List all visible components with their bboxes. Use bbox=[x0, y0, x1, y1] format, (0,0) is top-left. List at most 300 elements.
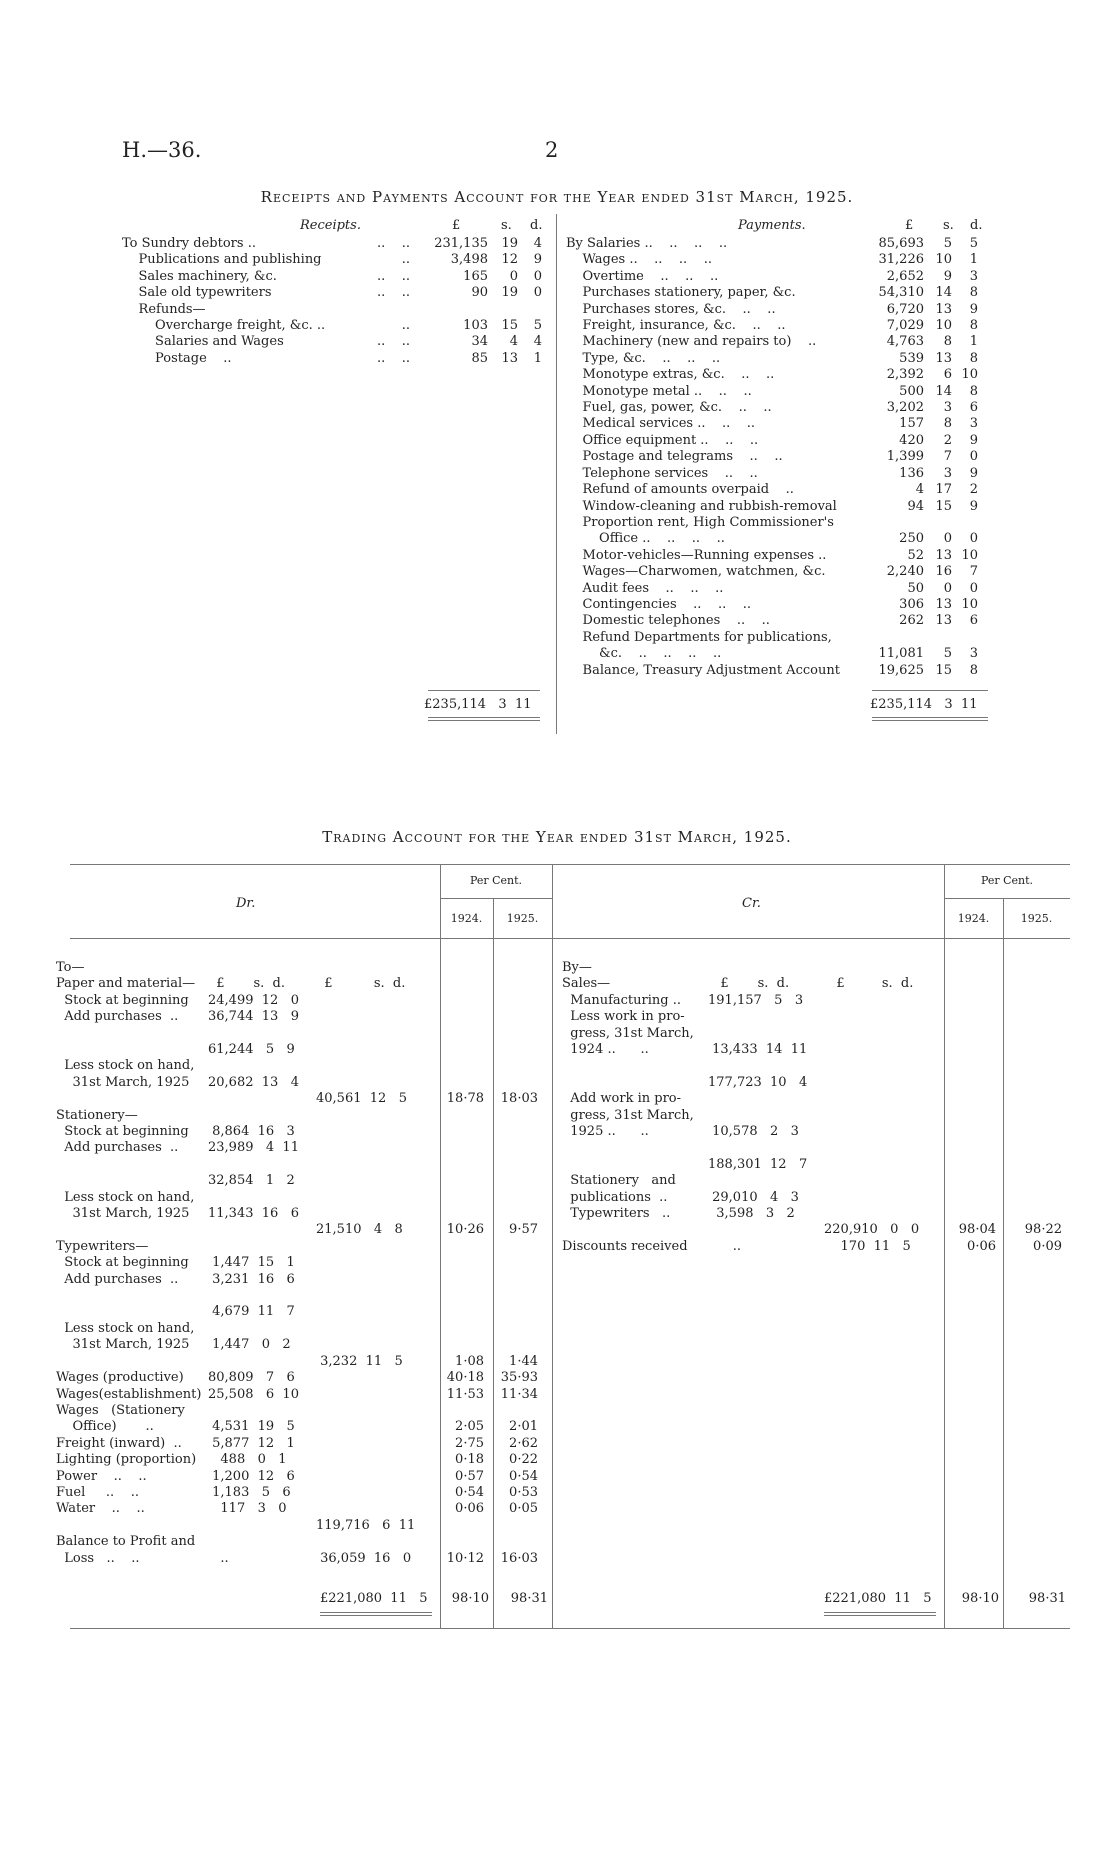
ta-cr-amount bbox=[708, 1091, 824, 1107]
ta-cr-total bbox=[824, 1108, 940, 1124]
ta-dr-total bbox=[316, 1370, 434, 1386]
ta-dr-label: Typewriters— bbox=[56, 1238, 149, 1254]
payment-pence: 9 bbox=[969, 301, 978, 317]
ta-dr-row bbox=[56, 1551, 538, 1567]
ta-dr-row bbox=[56, 1075, 538, 1091]
ta-dr-pct-1924 bbox=[434, 1026, 484, 1042]
ta-dr-total bbox=[316, 1124, 434, 1140]
ta-cr-row bbox=[562, 993, 1062, 1009]
ta-dr-row bbox=[56, 1026, 538, 1042]
ta-dr-total bbox=[316, 1026, 434, 1042]
payment-pence: 8 bbox=[969, 318, 978, 334]
payment-label: Wages .. .. .. .. bbox=[566, 252, 712, 268]
payment-label: Purchases stationery, paper, &c. bbox=[566, 285, 796, 301]
payments-col-shillings: s. bbox=[943, 218, 954, 233]
payment-row bbox=[566, 269, 978, 285]
ta-cr-year-1925: 1925. bbox=[1020, 912, 1053, 925]
ta-cr-pct-1924 bbox=[940, 1108, 996, 1124]
payment-label: Contingencies .. .. .. bbox=[566, 596, 752, 612]
payments-col-pence: d. bbox=[970, 218, 983, 233]
ta-dr-amount: 36,744 13 9 bbox=[208, 1009, 299, 1025]
receipt-row bbox=[122, 269, 542, 285]
receipt-label: Refunds— bbox=[122, 301, 206, 317]
ta-cr-pct-1925 bbox=[996, 1157, 1062, 1173]
payment-row bbox=[566, 597, 978, 613]
ta-dr-amount: 3,231 16 6 bbox=[208, 1271, 295, 1287]
payment-pence: 9 bbox=[969, 498, 978, 514]
ta-cr-pct-1925 bbox=[996, 1075, 1062, 1091]
ta-dr-label bbox=[56, 1173, 208, 1189]
ta-dr-label bbox=[56, 1091, 208, 1107]
ta-dr-pct-1925 bbox=[484, 1288, 538, 1304]
ta-dr-row bbox=[56, 1124, 538, 1140]
ta-cr-pct-1925 bbox=[996, 1140, 1062, 1156]
ta-dr-amount bbox=[208, 960, 316, 976]
payment-pence: 8 bbox=[969, 662, 978, 678]
ta-dr-amount bbox=[208, 1403, 316, 1419]
payment-shillings: 5 bbox=[943, 646, 952, 662]
ta-cr-pct-1924 bbox=[940, 1009, 996, 1025]
ta-dr-row bbox=[56, 1091, 538, 1107]
ta-dr-pct-1924 bbox=[434, 960, 484, 976]
ta-dr-label: 31st March, 1925 bbox=[56, 1206, 190, 1222]
receipt-leader bbox=[342, 302, 410, 318]
ta-dr-pct-1925 bbox=[484, 1042, 538, 1058]
receipts-col-pence: d. bbox=[530, 218, 543, 233]
ta-dr-amount bbox=[208, 1026, 316, 1042]
ta-dr-label: Wages (Stationery bbox=[56, 1402, 185, 1418]
ta-cr-label bbox=[562, 1222, 708, 1238]
ta-cr-heading: Cr. bbox=[742, 896, 761, 911]
payments-col-pounds: £ bbox=[905, 218, 914, 233]
payment-label: Motor-vehicles—Running expenses .. bbox=[566, 547, 827, 563]
payment-pounds: 262 bbox=[899, 613, 924, 629]
ta-dr-pct-1924 bbox=[434, 1157, 484, 1173]
ta-cr-amount: .. bbox=[708, 1238, 742, 1254]
ta-cr-pct-1925 bbox=[996, 1190, 1062, 1206]
page-reference: H.—36. bbox=[122, 138, 202, 162]
receipt-leader: .. .. bbox=[376, 350, 410, 366]
ta-cr-total-1925: 98·31 bbox=[1028, 1591, 1066, 1606]
receipt-label: Salaries and Wages bbox=[122, 334, 284, 350]
receipt-row bbox=[122, 351, 542, 367]
ta-cr-label: 1925 .. .. bbox=[562, 1124, 649, 1140]
ta-dr-amount: 25,508 6 10 bbox=[208, 1386, 299, 1402]
receipt-pence: 4 bbox=[533, 334, 542, 350]
ta-cr-label: publications .. bbox=[562, 1189, 668, 1205]
receipt-leader: .. bbox=[401, 318, 410, 334]
ta-dr-pct-1924 bbox=[434, 1321, 484, 1337]
ta-dr-label: Power .. .. bbox=[56, 1468, 147, 1484]
ta-dr-amount: 23,989 4 11 bbox=[208, 1140, 299, 1156]
ta-dr-row bbox=[56, 1354, 538, 1370]
ta-dr-label: Less stock on hand, bbox=[56, 1189, 195, 1205]
ta-dr-pct-1924 bbox=[434, 1173, 484, 1189]
ta-dr-label bbox=[56, 1354, 208, 1370]
ta-dr-pct-1924 bbox=[434, 976, 484, 992]
ta-cr-label: 1924 .. .. bbox=[562, 1042, 649, 1058]
ta-cr-label: gress, 31st March, bbox=[562, 1025, 694, 1041]
ta-dr-pct-1924 bbox=[434, 1108, 484, 1124]
payment-label: Telephone services .. .. bbox=[566, 465, 758, 481]
ta-cr-total: 170 11 5 bbox=[824, 1238, 911, 1254]
payment-pounds: 52 bbox=[907, 547, 924, 563]
ta-dr-pct-1925 bbox=[484, 960, 538, 976]
ta-cr-pct-1925: 98·22 bbox=[1024, 1222, 1062, 1238]
payment-row bbox=[566, 400, 978, 416]
ta-cr-row bbox=[562, 1140, 1062, 1156]
ta-cr-pct-1924 bbox=[940, 1190, 996, 1206]
ta-dr-total bbox=[316, 1436, 434, 1452]
ta-dr-total bbox=[316, 1255, 434, 1271]
payment-shillings: 3 bbox=[943, 400, 952, 416]
ta-cr-total-double-rule-a bbox=[824, 1612, 936, 1613]
ta-cr-pct-1924 bbox=[940, 1058, 996, 1074]
ta-dr-amount bbox=[208, 1190, 316, 1206]
ta-dr-row bbox=[56, 1403, 538, 1419]
payment-label: Wages—Charwomen, watchmen, &c. bbox=[566, 564, 826, 580]
ta-dr-pct-1925 bbox=[484, 1157, 538, 1173]
ta-cr-pct-1925 bbox=[996, 993, 1062, 1009]
payment-pounds: 31,226 bbox=[878, 252, 924, 268]
payment-shillings: 14 bbox=[935, 383, 952, 399]
payment-pounds: 250 bbox=[899, 531, 924, 547]
ta-cr-total bbox=[824, 1173, 940, 1189]
ta-dr-total bbox=[316, 1452, 434, 1468]
ta-dr-amount: 1,447 15 1 bbox=[208, 1255, 295, 1271]
ta-dr-pct-1925 bbox=[484, 1239, 538, 1255]
ta-cr-amount: 10,578 2 3 bbox=[708, 1124, 799, 1140]
payment-row bbox=[566, 515, 978, 531]
receipts-col-pounds: £ bbox=[452, 218, 461, 233]
ta-dr-pct-1925 bbox=[484, 1337, 538, 1353]
ta-dr-pct-1924 bbox=[434, 1255, 484, 1271]
payment-label: Audit fees .. .. .. bbox=[566, 580, 724, 596]
payment-row bbox=[566, 663, 978, 679]
ta-dr-pct-1925: 35·93 bbox=[500, 1370, 538, 1386]
receipt-pence: 5 bbox=[533, 318, 542, 334]
payment-label: Fuel, gas, power, &c. .. .. bbox=[566, 400, 772, 416]
payment-pence: 3 bbox=[969, 646, 978, 662]
ta-dr-label: Add purchases .. bbox=[56, 1140, 179, 1156]
payment-label: Monotype metal .. .. .. bbox=[566, 383, 752, 399]
payment-shillings: 8 bbox=[943, 416, 952, 432]
ta-cr-pct-1925 bbox=[996, 1206, 1062, 1222]
ta-cr-pct-1924: 0·06 bbox=[967, 1238, 996, 1254]
ta-dr-pct-1924: 18·78 bbox=[446, 1091, 484, 1107]
ta-dr-label bbox=[56, 1222, 208, 1238]
ta-dr-amount bbox=[208, 1058, 316, 1074]
receipt-pounds: 34 bbox=[471, 334, 488, 350]
ta-dr-label bbox=[56, 1304, 208, 1320]
ta-dr-amount: 8,864 16 3 bbox=[208, 1124, 295, 1140]
payment-pence: 1 bbox=[969, 334, 978, 350]
ta-dr-pct-1924: 0·06 bbox=[455, 1501, 484, 1517]
ta-dr-row bbox=[56, 1190, 538, 1206]
receipt-row bbox=[122, 318, 542, 334]
payment-pounds bbox=[866, 630, 924, 646]
ta-dr-label: Less stock on hand, bbox=[56, 1320, 195, 1336]
ta-dr-pct-1924: 1·08 bbox=[455, 1353, 484, 1369]
payment-label: Medical services .. .. .. bbox=[566, 416, 756, 432]
ta-dr-pct-1924 bbox=[434, 1288, 484, 1304]
ta-cr-amount bbox=[708, 1009, 824, 1025]
page-number: 2 bbox=[545, 138, 559, 162]
payment-row bbox=[566, 581, 978, 597]
receipt-pounds: 85 bbox=[471, 350, 488, 366]
ta-dr-pct-1924 bbox=[434, 1075, 484, 1091]
payment-row bbox=[566, 367, 978, 383]
ta-cr-total bbox=[824, 993, 940, 1009]
ta-dr-pct-1925 bbox=[484, 1518, 538, 1534]
receipt-pence: 1 bbox=[533, 350, 542, 366]
ta-dr-pct-1925: 0·22 bbox=[509, 1452, 538, 1468]
ta-dr-total bbox=[316, 1239, 434, 1255]
ta-dr-total bbox=[316, 1321, 434, 1337]
ta-dr-row bbox=[56, 1321, 538, 1337]
ta-cr-label: Manufacturing .. bbox=[562, 992, 681, 1008]
receipt-label: Overcharge freight, &c. .. bbox=[122, 318, 326, 334]
payment-pounds: 2,240 bbox=[886, 564, 924, 580]
ta-dr-pct-1925 bbox=[484, 1140, 538, 1156]
payment-label: Overtime .. .. .. bbox=[566, 268, 719, 284]
ta-cr-pct-1925 bbox=[996, 1124, 1062, 1140]
ta-dr-pct-1924 bbox=[434, 1272, 484, 1288]
ta-center-divider bbox=[552, 864, 553, 1628]
ta-dr-amount bbox=[208, 1288, 316, 1304]
ta-dr-pct-1924: 2·05 bbox=[455, 1419, 484, 1435]
ta-cr-total-1924: 98·10 bbox=[961, 1591, 999, 1606]
trading-account-title: Trading Account for the Year ended 31st March, 1925. bbox=[322, 828, 792, 846]
ta-cr-pct-1925 bbox=[996, 1108, 1062, 1124]
ta-dr-pct-1924: 10·26 bbox=[446, 1222, 484, 1238]
ta-cr-row bbox=[562, 1009, 1062, 1025]
ta-cr-pct-1924 bbox=[940, 1173, 996, 1189]
ta-cr-total bbox=[824, 1206, 940, 1222]
payment-pence: 8 bbox=[969, 285, 978, 301]
ta-dr-table bbox=[56, 960, 538, 1567]
ta-dr-total bbox=[316, 1042, 434, 1058]
ta-dr-amount: 61,244 5 9 bbox=[208, 1042, 295, 1058]
ta-dr-total bbox=[316, 1108, 434, 1124]
ta-cr-row bbox=[562, 1239, 1062, 1255]
payment-shillings: 13 bbox=[935, 547, 952, 563]
ta-dr-amount: 32,854 1 2 bbox=[208, 1173, 295, 1189]
ta-cr-total bbox=[824, 1058, 940, 1074]
payment-row bbox=[566, 531, 978, 547]
ta-header-bottom-rule bbox=[70, 938, 1070, 939]
ta-dr-pct-1924 bbox=[434, 993, 484, 1009]
ta-dr-amount: .. bbox=[208, 1550, 229, 1566]
payment-row bbox=[566, 564, 978, 580]
payment-pence: 6 bbox=[969, 400, 978, 416]
ta-cr-label: Typewriters .. bbox=[562, 1206, 671, 1222]
ta-dr-pct-1924 bbox=[434, 1518, 484, 1534]
payment-label: Window-cleaning and rubbish-removal bbox=[566, 498, 837, 514]
ta-dr-pct-1925: 0·53 bbox=[509, 1484, 538, 1500]
ta-cr-amount: 191,157 5 3 bbox=[708, 992, 804, 1008]
ta-cr-row bbox=[562, 1157, 1062, 1173]
ta-cr-label bbox=[562, 1075, 708, 1091]
payment-shillings: 14 bbox=[935, 285, 952, 301]
payment-pounds: 50 bbox=[907, 580, 924, 596]
ta-cr-amount bbox=[708, 1108, 824, 1124]
payment-label: Office equipment .. .. .. bbox=[566, 432, 759, 448]
ta-cr-pct-1924 bbox=[940, 960, 996, 976]
ta-cr-amount: 177,723 10 4 bbox=[708, 1074, 808, 1090]
ta-dr-row bbox=[56, 1157, 538, 1173]
ta-cr-pct-1924 bbox=[940, 1157, 996, 1173]
receipt-label: Sales machinery, &c. bbox=[122, 268, 277, 284]
ta-dr-total: £ s. d. bbox=[316, 976, 406, 992]
receipt-row bbox=[122, 302, 542, 318]
receipt-shillings: 15 bbox=[501, 318, 518, 334]
receipt-pence: 4 bbox=[533, 236, 542, 251]
payment-pence: 0 bbox=[969, 531, 978, 547]
payment-pence bbox=[952, 515, 978, 531]
payment-shillings: 16 bbox=[935, 564, 952, 580]
ta-cr-pct-1924 bbox=[940, 1042, 996, 1058]
ta-cr-label bbox=[562, 1140, 708, 1156]
ta-dr-pct-1924 bbox=[434, 1124, 484, 1140]
ta-dr-total bbox=[316, 1206, 434, 1222]
ta-dr-row bbox=[56, 1485, 538, 1501]
receipts-total: £235,114 3 11 bbox=[424, 697, 532, 712]
ta-cr-total bbox=[824, 960, 940, 976]
ta-dr-row bbox=[56, 1239, 538, 1255]
ta-cr-total: £221,080 11 5 bbox=[824, 1591, 932, 1606]
ta-dr-total: 3,232 11 5 bbox=[316, 1353, 403, 1369]
ta-dr-pct-1925: 2·01 bbox=[509, 1419, 538, 1435]
ta-dr-year-1925: 1925. bbox=[506, 912, 539, 925]
payment-pounds: 500 bbox=[899, 383, 924, 399]
ta-dr-year-1924: 1924. bbox=[450, 912, 483, 925]
ta-dr-pct-1924: 0·54 bbox=[455, 1484, 484, 1500]
payment-shillings: 17 bbox=[935, 482, 952, 498]
ta-dr-label: Less stock on hand, bbox=[56, 1058, 195, 1074]
ta-dr-label: 31st March, 1925 bbox=[56, 1337, 190, 1353]
receipt-row bbox=[122, 236, 542, 252]
receipt-pence: 9 bbox=[533, 252, 542, 268]
receipt-pounds: 231,135 bbox=[434, 236, 488, 251]
payment-pence: 8 bbox=[969, 383, 978, 399]
payment-row bbox=[566, 548, 978, 564]
ta-dr-total bbox=[316, 1337, 434, 1353]
receipt-shillings: 19 bbox=[501, 285, 518, 301]
ta-dr-amount: £ s. d. bbox=[208, 976, 285, 992]
payment-shillings: 13 bbox=[935, 301, 952, 317]
ta-dr-label bbox=[56, 1288, 208, 1304]
ta-dr-total bbox=[316, 1058, 434, 1074]
payment-pounds: 420 bbox=[899, 432, 924, 448]
payment-row bbox=[566, 351, 978, 367]
rp-column-divider bbox=[556, 214, 557, 734]
ta-cr-row bbox=[562, 1091, 1062, 1107]
payment-shillings: 3 bbox=[943, 465, 952, 481]
ta-cr-pct-1925 bbox=[996, 1173, 1062, 1189]
payment-label: Freight, insurance, &c. .. .. bbox=[566, 318, 786, 334]
ta-dr-pct-1924 bbox=[434, 1206, 484, 1222]
ta-cr-pct-1924 bbox=[940, 1206, 996, 1222]
payment-pounds: 94 bbox=[907, 498, 924, 514]
ta-cr-pct-1925 bbox=[996, 1026, 1062, 1042]
payment-pence: 9 bbox=[969, 432, 978, 448]
ta-cr-total bbox=[824, 1042, 940, 1058]
payment-pounds: 6,720 bbox=[886, 301, 924, 317]
payment-row bbox=[566, 466, 978, 482]
ta-dr-pct-1925: 9·57 bbox=[509, 1222, 538, 1238]
payment-shillings: 0 bbox=[943, 580, 952, 596]
payment-pence: 10 bbox=[961, 547, 978, 563]
ta-dr-amount bbox=[208, 1222, 316, 1238]
ta-dr-amount bbox=[208, 1354, 316, 1370]
payment-shillings: 2 bbox=[943, 432, 952, 448]
receipt-leader: .. .. bbox=[376, 268, 410, 284]
payment-label: Domestic telephones .. .. bbox=[566, 613, 770, 629]
ta-cr-pct-1925 bbox=[996, 1058, 1062, 1074]
ta-dr-row bbox=[56, 1222, 538, 1238]
payment-shillings bbox=[924, 630, 952, 646]
payment-row bbox=[566, 318, 978, 334]
ta-dr-total bbox=[316, 1190, 434, 1206]
ta-cr-row bbox=[562, 1206, 1062, 1222]
payments-total-double-rule-a bbox=[872, 717, 988, 718]
ta-dr-total: 36,059 16 0 bbox=[316, 1550, 412, 1566]
ta-dr-total-double-rule-b bbox=[320, 1615, 432, 1616]
ta-dr-pct-1924: 0·57 bbox=[455, 1468, 484, 1484]
payments-total: £235,114 3 11 bbox=[870, 697, 978, 712]
ta-dr-pct-1924 bbox=[434, 1304, 484, 1320]
receipt-pence bbox=[518, 302, 542, 318]
ta-cr-row bbox=[562, 1222, 1062, 1238]
ta-dr-amount bbox=[208, 1518, 316, 1534]
ta-cr-pct-1924 bbox=[940, 1140, 996, 1156]
receipt-shillings: 0 bbox=[509, 268, 518, 284]
ta-dr-row bbox=[56, 1255, 538, 1271]
ta-dr-row bbox=[56, 1173, 538, 1189]
ta-cr-percent-subrule bbox=[944, 898, 1070, 899]
payment-shillings bbox=[924, 515, 952, 531]
ta-cr-row bbox=[562, 1042, 1062, 1058]
payment-pounds: 2,652 bbox=[886, 268, 924, 284]
ta-dr-amount: 117 3 0 bbox=[208, 1501, 287, 1517]
ta-bottom-rule bbox=[70, 1628, 1070, 1629]
ta-cr-year-1924: 1924. bbox=[957, 912, 990, 925]
payment-pence: 3 bbox=[969, 416, 978, 432]
ta-dr-pct-1925 bbox=[484, 1190, 538, 1206]
ta-cr-label: Less work in pro- bbox=[562, 1009, 685, 1025]
ta-cr-pct-1924 bbox=[940, 993, 996, 1009]
ta-cr-row bbox=[562, 1108, 1062, 1124]
ta-dr-row bbox=[56, 1108, 538, 1124]
ta-cr-total bbox=[824, 1140, 940, 1156]
receipt-shillings: 13 bbox=[501, 350, 518, 366]
ta-cr-amount bbox=[708, 1026, 824, 1042]
receipt-row bbox=[122, 285, 542, 301]
payment-shillings: 13 bbox=[935, 350, 952, 366]
ta-dr-pct-1924 bbox=[434, 1239, 484, 1255]
payment-pounds: 4 bbox=[915, 482, 924, 498]
ta-cr-row bbox=[562, 1190, 1062, 1206]
ta-cr-amount bbox=[708, 1173, 824, 1189]
ta-cr-amount bbox=[708, 1058, 824, 1074]
ta-cr-label bbox=[562, 1157, 708, 1173]
ta-dr-row bbox=[56, 1058, 538, 1074]
receipt-label: To Sundry debtors .. bbox=[122, 236, 256, 251]
payment-shillings: 10 bbox=[935, 318, 952, 334]
payment-pence: 10 bbox=[961, 596, 978, 612]
receipt-shillings: 19 bbox=[501, 236, 518, 251]
